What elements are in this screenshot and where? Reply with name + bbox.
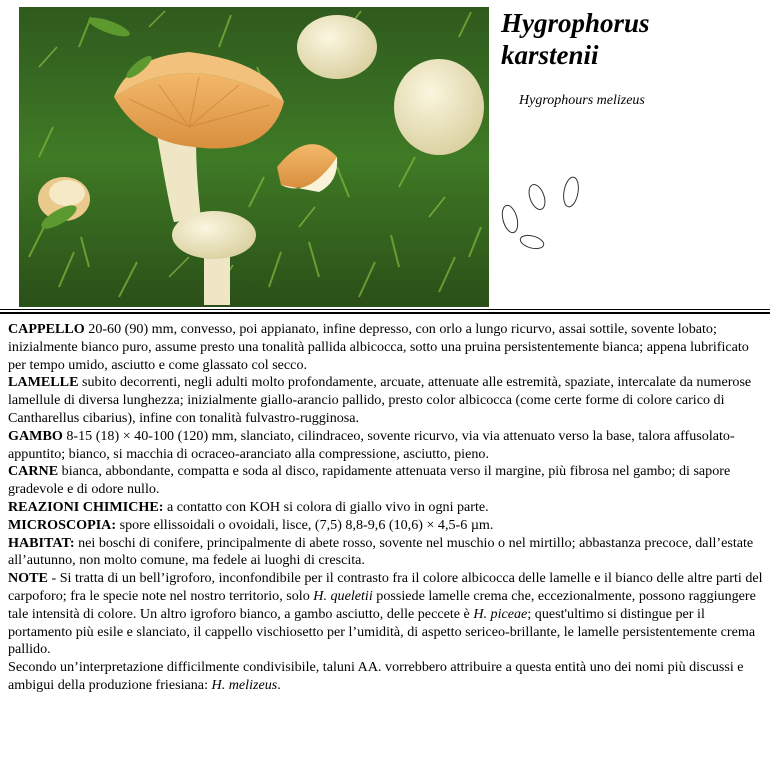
section-note	[8, 570, 764, 659]
section-reazioni	[8, 499, 764, 517]
title-epithet: karstenii	[501, 40, 599, 70]
spore-2	[562, 176, 581, 208]
label-cappello: CAPPELLO	[8, 321, 85, 337]
section-carne	[8, 463, 764, 499]
mushroom-photo	[19, 7, 489, 307]
text-carne: bianca, abbondante, compatta e soda al disco, rapidamente attenuata verso il margine, più fibrosa nel gambo; di sapore gradevole e di odore nullo.	[8, 463, 731, 498]
spore-1	[526, 182, 548, 211]
section-habitat	[8, 535, 764, 571]
synonym: Hygrophours melizeus	[519, 93, 645, 108]
text-gambo: 8-15 (18) × 40-100 (120) mm, slanciato, cilindraceo, sovente ricurvo, via via attenuato verso la base, talora affusolato-appuntito; bianco, si macchia di ocraceo-aranciato alla compressione, asciutto, pieno.	[8, 427, 735, 462]
label-gambo: GAMBO	[8, 427, 63, 444]
section-final	[8, 659, 764, 695]
text-final-end: .	[277, 676, 281, 693]
text-cappello: 20-60 (90) mm, convesso, poi appianato, infine depresso, con orlo a lungo ricurvo, assai sottile, sovente lobato; inizialmente bianco puro, assume presto una tonalità pallida albicocca, sotto una pruina persistentemente bianca; appena lubrificato per tempo umido, asciutto e come glassato col secco.	[8, 321, 749, 373]
label-lamelle: LAMELLE	[8, 374, 79, 391]
title-genus: Hygrophorus	[501, 8, 650, 38]
label-carne: CARNE	[8, 463, 59, 480]
text-note-c: ; quest'ultimo si distingue per il portamento più esile e slanciato, il cappello vischiosetto per l’umidità, di aspetto sericeo-brillante, le lamelle persistentemente crema pallido.	[8, 605, 756, 658]
section-gambo	[8, 428, 764, 464]
species-title	[501, 7, 761, 71]
section-microscopia	[8, 517, 764, 535]
description-text	[8, 321, 764, 695]
species-ref-queletii: H. queletii	[313, 587, 373, 604]
label-note: NOTE	[8, 570, 48, 587]
text-reazioni: a contatto con KOH si colora di giallo vivo in ogni parte.	[163, 498, 489, 515]
label-microscopia: MICROSCOPIA:	[8, 516, 117, 533]
section-cappello	[8, 321, 764, 374]
text-note-b: possiede lamelle crema che, eccezionalmente, possono raggiungere tale intensità di colore. Un altro igroforo bianco, a gambo asciutto, delle peccete è	[8, 587, 756, 622]
text-habitat: nei boschi di conifere, principalmente di abete rosso, sovente nel muschio o nel mirtillo; abbastanza precoce, dall’estate all’autunno, non molto comune, ma fedele ai luoghi di crescita.	[8, 534, 754, 569]
text-lamelle: subito decorrenti, negli adulti molto profondamente, arcuate, attenuate alle estremità, spaziate, intercalate da numerose lamellule di diversa lunghezza; inizialmente giallo-arancio pallido, presto color albicocca (come certe forme di colore carico di Cantharellus cibarius), infine con tonalità fulvastro-rugginosa.	[8, 374, 752, 426]
text-note-a: - Si tratta di un bell’igroforo, inconfondibile per il contrasto fra il colore albicocca delle lamelle e il bianco delle altre parti del carpoforo; fra le specie note nel nostro territorio, solo	[8, 570, 763, 604]
species-ref-piceae: H. piceae	[473, 605, 528, 622]
spore-4	[519, 233, 545, 251]
species-ref-melizeus: H. melizeus	[211, 676, 278, 693]
section-lamelle	[8, 374, 764, 427]
label-reazioni: REAZIONI CHIMICHE:	[8, 498, 164, 515]
text-microscopia: spore ellissoidali o ovoidali, lisce, (7,5) 8,8-9,6 (10,6) × 4,5-6 µm.	[116, 516, 494, 533]
spore-drawing	[498, 170, 588, 255]
label-habitat: HABITAT:	[8, 534, 75, 551]
spore-3	[500, 204, 521, 235]
divider	[0, 309, 770, 315]
text-final: Secondo un’interpretazione difficilmente condivisibile, taluni AA. vorrebbero attribuire a questa entità uno dei nomi più discussi e ambigui della produzione friesiana:	[8, 659, 744, 693]
